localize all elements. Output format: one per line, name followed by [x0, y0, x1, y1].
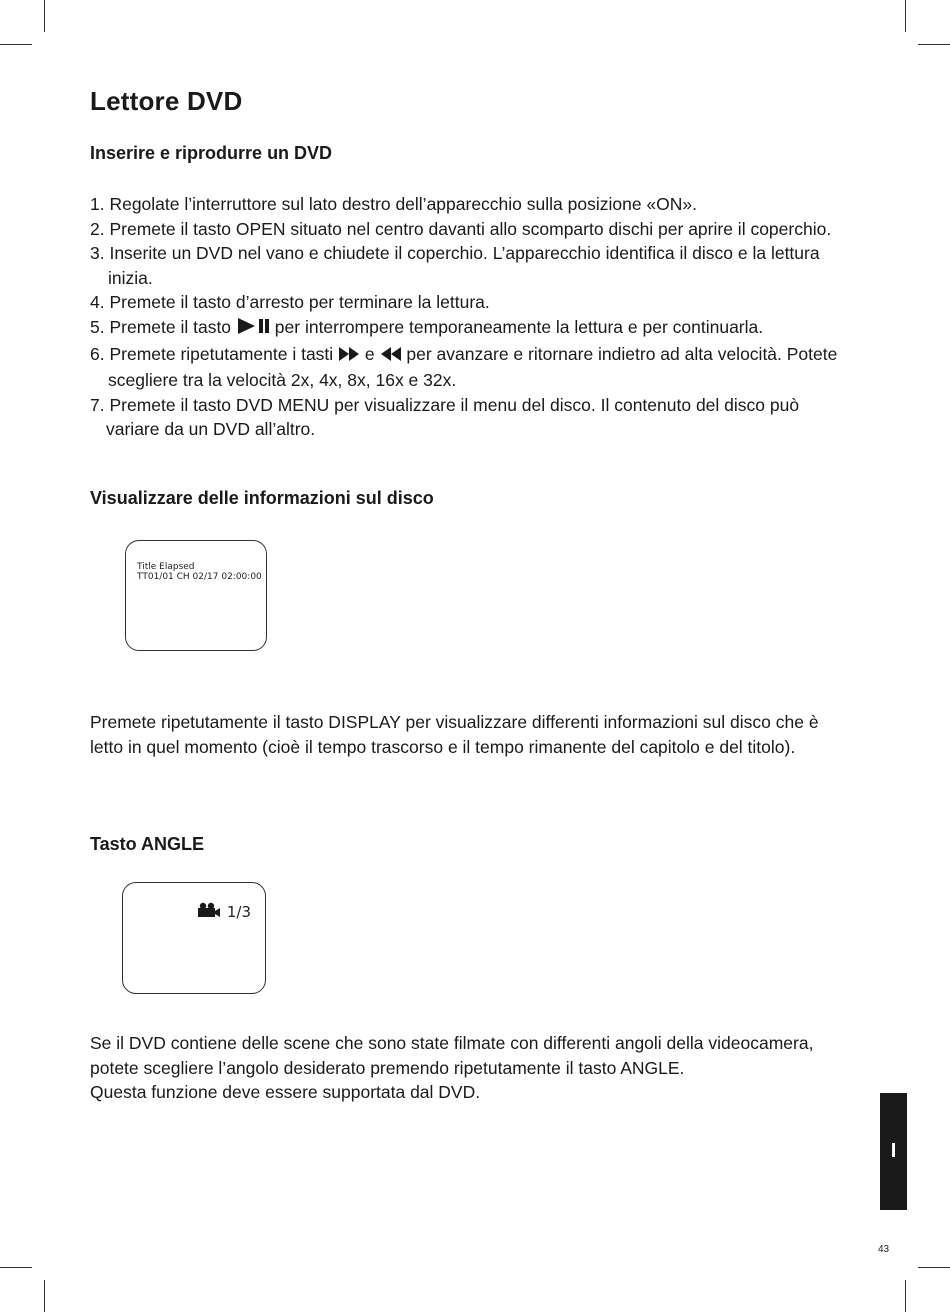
list-item: 3. Inserite un DVD nel vano e chiudete il coperchio. L’apparecchio identifica il disco e la lettura [90, 243, 820, 264]
step-text: per interrompere temporaneamente la lettura e per continuarla. [274, 316, 764, 337]
paragraph-line: letto in quel momento (cioè il tempo trascorso e il tempo rimanente del capitolo e del titolo). [90, 736, 796, 757]
play-pause-icon [236, 317, 270, 342]
angle-value: 1/3 [226, 903, 251, 921]
list-item: variare da un DVD all’altro. [106, 419, 316, 440]
step-text: e [364, 343, 375, 364]
steps-list [90, 192, 870, 442]
list-item: 1. Regolate l’interruttore sul lato destro dell’apparecchio sulla posizione «ON». [90, 194, 698, 214]
list-item: 4. Premete il tasto d’arresto per terminare la lettura. [90, 292, 490, 313]
display-screen-illustration [125, 540, 267, 651]
crop-mark [918, 1267, 950, 1268]
screen-info-text [137, 562, 262, 582]
paragraph-line: Se il DVD contiene delle scene che sono state filmate con differenti angoli della videocamera, [90, 1033, 814, 1053]
section-heading-insert-play: Inserire e riprodurre un DVD [90, 143, 333, 163]
crop-mark [905, 0, 906, 32]
step-text: 6. Premete ripetutamente i tasti [90, 343, 334, 364]
crop-mark [0, 1267, 32, 1268]
crop-mark [44, 1280, 45, 1312]
paragraph-line: Premete ripetutamente il tasto DISPLAY per visualizzare differenti informazioni sul disco che è [90, 712, 819, 732]
display-paragraph [90, 710, 880, 759]
paragraph-line: potete scegliere l’angolo desiderato premendo ripetutamente il tasto ANGLE. [90, 1057, 685, 1078]
angle-screen-illustration [122, 882, 266, 994]
step-text: 5. Premete il tasto [90, 316, 232, 337]
list-item: inizia. [108, 267, 153, 288]
section-heading-angle: Tasto ANGLE [90, 834, 205, 854]
list-item: 2. Premete il tasto OPEN situato nel centro davanti allo scomparto dischi per aprire il coperchio. [90, 218, 832, 239]
page-title: Lettore DVD [90, 86, 243, 116]
angle-paragraph [90, 1031, 880, 1105]
list-item: 7. Premete il tasto DVD MENU per visualizzare il menu del disco. Il contenuto del disco può [90, 394, 800, 415]
screen-line-time: TT01/01 CH 02/17 02:00:00 [137, 572, 262, 582]
rewind-icon [380, 344, 402, 369]
page-number: 43 [878, 1244, 890, 1255]
screen-line-title-elapsed: Title Elapsed [137, 562, 195, 572]
crop-mark [44, 0, 45, 32]
list-item: scegliere tra la velocità 2x, 4x, 8x, 16x e 32x. [108, 370, 457, 391]
step-text: per avanzare e ritornare indietro ad alta velocità. Potete [406, 343, 838, 364]
crop-mark [905, 1280, 906, 1312]
list-item [90, 342, 870, 369]
paragraph-line: Questa funzione deve essere supportata dal DVD. [90, 1082, 481, 1103]
crop-mark [918, 44, 950, 45]
angle-readout [197, 902, 251, 922]
crop-mark [0, 44, 32, 45]
language-tab: I [880, 1093, 907, 1210]
camera-angle-icon [197, 902, 221, 922]
fast-forward-icon [338, 344, 360, 369]
list-item [90, 315, 870, 342]
section-heading-disc-info: Visualizzare delle informazioni sul disco [90, 488, 434, 508]
